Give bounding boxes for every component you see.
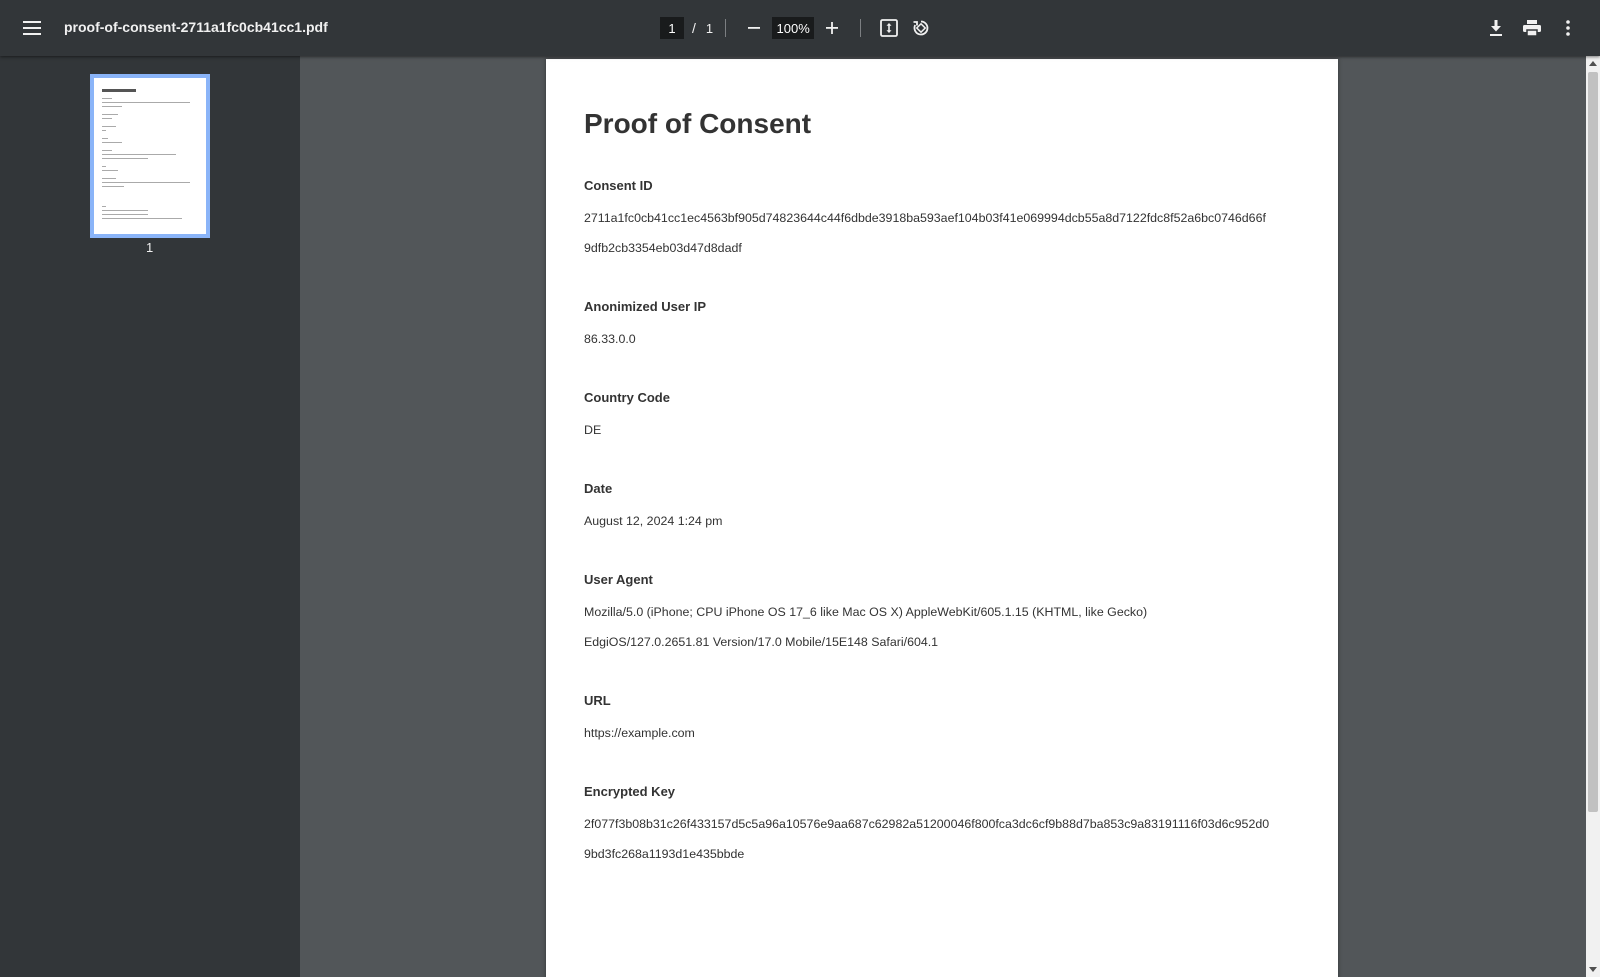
page-zoom-controls xyxy=(660,0,937,56)
scroll-up-arrow[interactable] xyxy=(1589,61,1597,66)
field-label: Country Code xyxy=(584,390,670,405)
page-thumbnail[interactable] xyxy=(90,74,210,238)
zoom-level-input[interactable] xyxy=(772,17,814,39)
field-date xyxy=(584,481,1300,536)
fit-page-icon xyxy=(880,19,898,37)
zoom-out-button[interactable] xyxy=(738,12,770,44)
document-viewer xyxy=(300,56,1586,977)
field-url xyxy=(584,693,1300,748)
zoom-in-button[interactable] xyxy=(816,12,848,44)
field-user-agent xyxy=(584,572,1300,657)
field-value-line: Mozilla/5.0 (iPhone; CPU iPhone OS 17_6 like Mac OS X) AppleWebKit/605.1.15 (KHTML, like Gecko) xyxy=(584,605,1148,619)
field-user-ip xyxy=(584,299,1300,354)
field-country-code xyxy=(584,390,1300,445)
rotate-button[interactable] xyxy=(905,12,937,44)
pdf-page xyxy=(546,59,1338,977)
field-label: Consent ID xyxy=(584,178,653,193)
scroll-down-arrow[interactable] xyxy=(1589,967,1597,972)
field-label: URL xyxy=(584,693,611,708)
field-value-line: 2f077f3b08b31c26f433157d5c5a96a10576e9aa687c62982a51200046f800fca3dc6cf9b88d7ba853c9a83191116f03d6c952d0 xyxy=(584,817,1270,831)
download-icon xyxy=(1488,19,1504,37)
document-title: proof-of-consent-2711a1fc0cb41cc1.pdf xyxy=(64,19,328,35)
field-value-line: 9dfb2cb3354eb03d47d8dadf xyxy=(584,241,742,255)
thumbnail-page-number: 1 xyxy=(146,240,154,255)
thumbnail-preview xyxy=(100,84,200,228)
zoom-in-icon xyxy=(825,21,839,35)
scroll-thumb[interactable] xyxy=(1588,72,1598,812)
more-options-button[interactable] xyxy=(1552,12,1584,44)
field-label: Anonimized User IP xyxy=(584,299,707,314)
fit-page-button[interactable] xyxy=(873,12,905,44)
field-label: Date xyxy=(584,481,613,496)
field-value-line: August 12, 2024 1:24 pm xyxy=(584,514,723,528)
more-options-icon xyxy=(1566,20,1570,36)
field-value-line: 2711a1fc0cb41cc1ec4563bf905d74823644c44f6dbde3918ba593aef104b03f41e069994dcb55a8d7122fdc8f52a6bc0746d66f xyxy=(584,211,1266,225)
field-encrypted-key xyxy=(584,784,1300,869)
download-button[interactable] xyxy=(1480,12,1512,44)
zoom-out-icon xyxy=(747,21,761,35)
print-icon xyxy=(1522,19,1542,37)
field-value-line: EdgiOS/127.0.2651.81 Version/17.0 Mobile/15E148 Safari/604.1 xyxy=(584,635,939,649)
menu-icon xyxy=(23,21,41,35)
toolbar-actions xyxy=(1480,12,1584,44)
field-label: User Agent xyxy=(584,572,653,587)
field-value-line: 86.33.0.0 xyxy=(584,332,636,346)
field-value-line: https://example.com xyxy=(584,726,695,740)
field-value-line: DE xyxy=(584,423,602,437)
total-pages: 1 xyxy=(705,20,714,36)
field-consent-id xyxy=(584,178,1300,263)
pdf-toolbar xyxy=(0,0,1600,56)
menu-button[interactable] xyxy=(16,12,48,44)
page-number-input[interactable] xyxy=(660,17,684,39)
field-label: Encrypted Key xyxy=(584,784,676,799)
vertical-scrollbar[interactable] xyxy=(1586,56,1600,977)
print-button[interactable] xyxy=(1516,12,1548,44)
rotate-icon xyxy=(912,19,930,37)
toolbar-divider xyxy=(725,19,726,37)
field-value-line: 9bd3fc268a1193d1e435bbde xyxy=(584,847,745,861)
toolbar-divider xyxy=(860,19,861,37)
page-separator: / xyxy=(692,20,696,36)
document-heading: Proof of Consent xyxy=(584,108,812,139)
thumbnail-sidebar xyxy=(0,56,300,977)
